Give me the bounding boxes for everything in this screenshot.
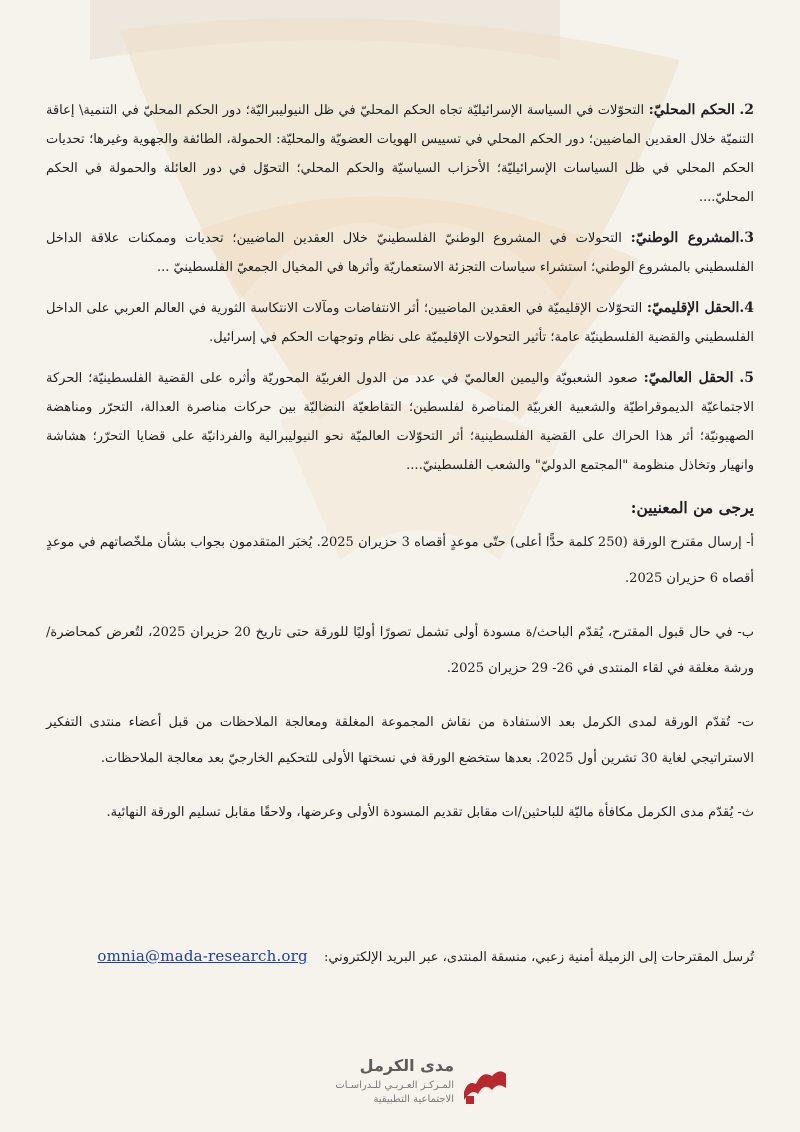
- paragraph-heading: الحقل العالميّ:: [643, 370, 734, 386]
- logo-subtitle-line-2: الاجتماعية التطبيقية: [373, 1094, 454, 1105]
- request-item-b: ب- في حال قبول المقترح، يُقدّم الباحث/ة مسودة أولى تشمل تصورًا أوليًا للورقة حتى تاريخ 20 حزيران 2025، لتُعرض كمحاضرة/ ورشة مغلقة في لقاء المنتدى في 26- 29 حزيران 2025.: [46, 625, 754, 676]
- contact-line: [46, 947, 754, 965]
- paragraph-heading: الحكم المحليّ:: [648, 102, 735, 118]
- main-content: [46, 96, 754, 845]
- logo-subtitle-line-1: المـركـز العـربـي للـدراسـات: [335, 1080, 454, 1091]
- paragraph-body: التحولات في المشروع الوطنيّ الفلسطينيّ خلال العقدين الماضيين؛ تحديات وممكنات علاقة الداخل الفلسطيني بالمشروع الوطني؛ استشراء سياسات التجزئة الاستعماريّة وأثرها في المخيال الجمعيّ الفلسطينيّ ...: [46, 231, 754, 275]
- paragraph-body: التحوّلات الإقليميّة في العقدين الماضيين؛ أثر الانتفاضات ومآلات الانتكاسة الثورية في العالم العربي على الداخل الفلسطيني والقضية الفلسطينيّة عامة؛ تأثير التحولات الإقليميّة على نظام وتوجهات الحكم في إسرائيل.: [46, 301, 754, 345]
- requests-title: يرجى من المعنيين:: [630, 498, 754, 517]
- mada-logo: [298, 1054, 508, 1114]
- paragraph-body: صعود الشعبويّة واليمين العالميّ في عدد من الدول الغربيّة المحوريّة وأثره على القضية الفلسطينيّة؛ الحركة الاجتماعيّة الديموقراطيّة والشعبية الغربيّة المناصرة لفلسطين؛ التقاطعيّة النضاليّة بين حركات مناصرة العدالة، التحرّر ومناهضة الصهيونيّة؛ أثر هذا الحراك على القضية الفلسطينية؛ أثر التحوّلات العالميّة نحو النيوليبرالية والفردانيّة على قضايا التحرّر؛ هشاشة وانهيار وتخاذل منظومة "المجتمع الدوليّ" والشعب الفلسطينيّ....: [46, 371, 754, 473]
- paragraph-regional-field: [46, 294, 754, 352]
- paragraph-local-government: [46, 96, 754, 212]
- paragraph-heading: الحقل الإقليميّ:: [646, 300, 740, 316]
- request-item-a: أ- إرسال مقترح الورقة (250 كلمة حدًّا أعلى) حتّى موعدٍ أقصاه 3 حزيران 2025. يُخبَر المتقدمون بجواب بشأن ملخّصاتهم في موعدٍ أقصاه 6 حزيران 2025.: [46, 535, 754, 586]
- contact-text: تُرسل المقترحات إلى الزميلة أمنية زعبي، منسقة المنتدى، عبر البريد الإلكتروني:: [323, 950, 754, 965]
- email-link[interactable]: omnia@mada-research.org: [97, 947, 308, 965]
- mada-logo-icon: [462, 1062, 508, 1106]
- paragraph-number: 3.: [739, 230, 754, 246]
- paragraph-body: التحوّلات في السياسة الإسرائيليّة تجاه الحكم المحليّ في ظل النيوليبراليّة؛ دور الحكم المحليّ في التنمية\ إعاقة التنميّة خلال العقدين الماضيين؛ دور الحكم المحلي في تسييس الهويات العضويّة والمحليّة: الحمولة، الطائفة والجهوية وغيرها؛ تحديات الحكم المحلي في ظل السياسات الإسرائيليّة؛ الأحزاب السياسيّة والحكم المحلي؛ التحوّل في دور العائلة والحمولة في الحكم المحليّ....: [46, 103, 754, 205]
- request-item-th: ث- يُقدّم مدى الكرمل مكافأة ماليّة للباحثين/ات مقابل تقديم المسودة الأولى وعرضها، ولاحقًا مقابل تسليم الورقة النهائية.: [106, 805, 754, 820]
- paragraph-number: 2.: [739, 102, 754, 118]
- paragraph-heading: المشروع الوطنيّ:: [630, 230, 740, 246]
- paragraph-number: 5.: [739, 370, 755, 386]
- request-item-t: ت- تُقدّم الورقة لمدى الكرمل بعد الاستفادة من نقاش المجموعة المغلقة ومعالجة الملاحظات من قبل أعضاء منتدى التفكير الاستراتيجي لغاية 30 تشرين أول 2025. بعدها ستخضع الورقة في نسختها الأولى للتحكيم الخارجيّ بعد معالجة الملاحظات.: [46, 715, 754, 766]
- logo-name: مدى الكرمل: [359, 1056, 454, 1075]
- paragraph-national-project: [46, 224, 754, 282]
- paragraph-number: 4.: [739, 300, 755, 316]
- paragraph-global-field: [46, 364, 754, 480]
